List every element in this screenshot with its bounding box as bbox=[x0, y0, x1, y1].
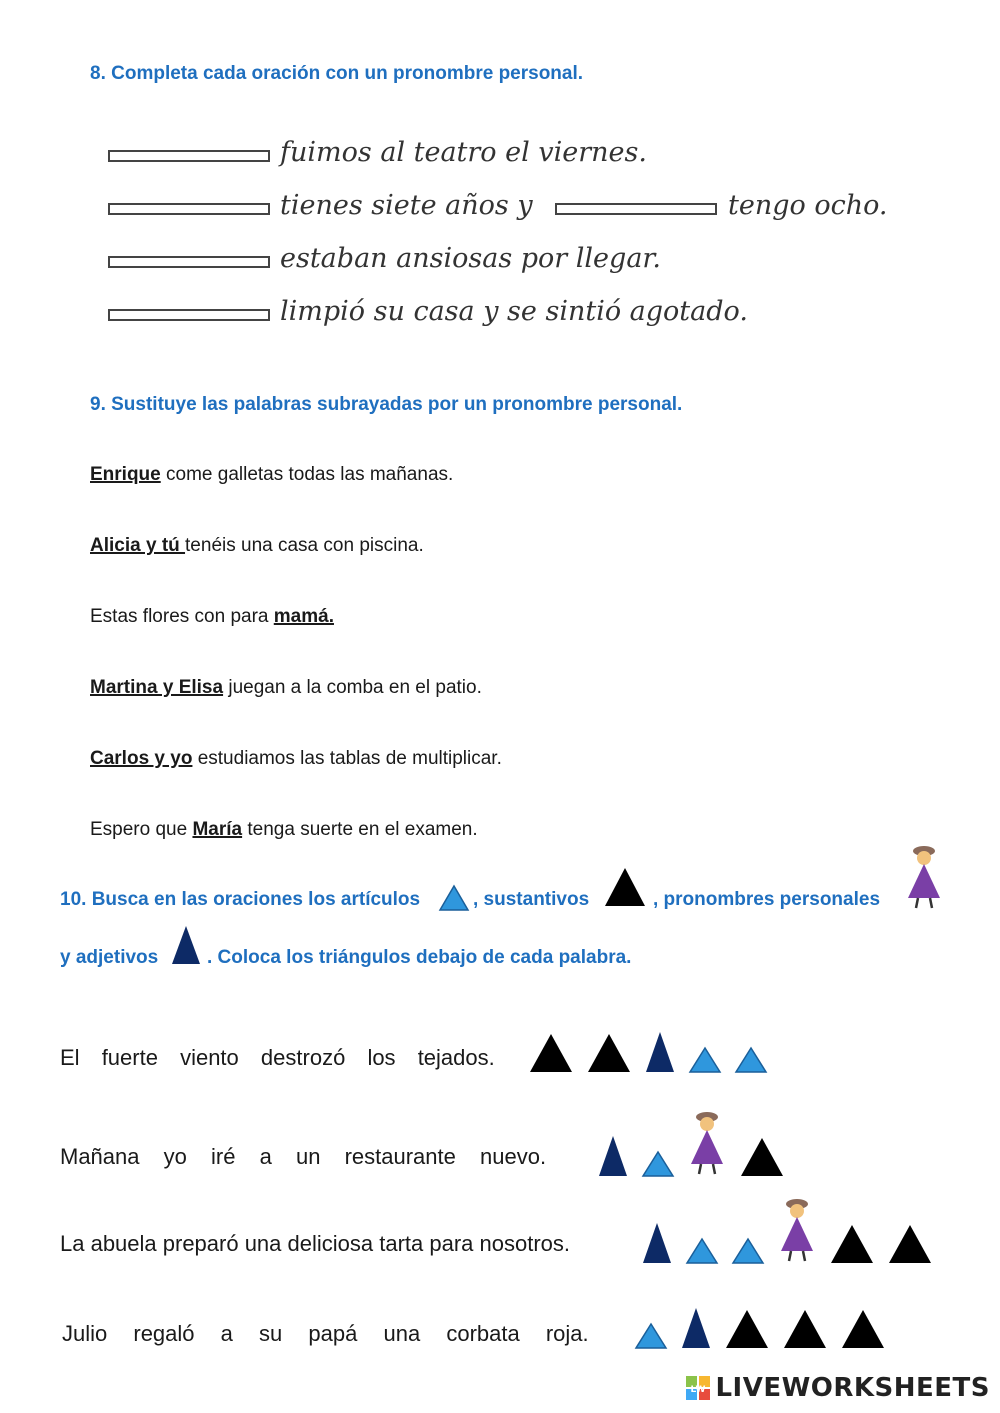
articulo-token-icon[interactable] bbox=[685, 1237, 719, 1265]
token-row-3 bbox=[641, 1195, 945, 1265]
word: destrozó bbox=[260, 1045, 346, 1070]
pronombre-token-icon[interactable] bbox=[687, 1108, 727, 1178]
blank-input-4[interactable] bbox=[108, 256, 270, 268]
exercise8-line-2a: tienes siete años y bbox=[280, 190, 533, 221]
liveworksheets-brand: LIVEWORKSHEETS bbox=[715, 1373, 990, 1403]
word: nuevo. bbox=[480, 1144, 547, 1169]
word: a bbox=[220, 1321, 233, 1346]
sustantivo-token-icon[interactable] bbox=[739, 1136, 785, 1178]
blank-input-1[interactable] bbox=[108, 150, 270, 162]
word: viento bbox=[180, 1045, 239, 1070]
svg-text:LW: LW bbox=[690, 1385, 706, 1395]
word: El bbox=[60, 1045, 80, 1070]
token-row-2 bbox=[597, 1108, 797, 1178]
word: los bbox=[367, 1045, 396, 1070]
word: yo bbox=[163, 1144, 187, 1169]
word: roja. bbox=[545, 1321, 589, 1346]
blank-input-3[interactable] bbox=[555, 203, 717, 215]
word: Mañana bbox=[60, 1144, 140, 1169]
articulo-token-icon[interactable] bbox=[688, 1046, 722, 1074]
word: restaurante bbox=[344, 1144, 456, 1169]
articulo-token-icon[interactable] bbox=[731, 1237, 765, 1265]
sustantivo-token-icon[interactable] bbox=[724, 1308, 770, 1350]
exercise8-line-4: limpió su casa y se sintió agotado. bbox=[280, 296, 748, 327]
token-row-1 bbox=[528, 1024, 780, 1074]
sustantivo-token-icon[interactable] bbox=[782, 1308, 828, 1350]
word: su bbox=[259, 1321, 283, 1346]
word: papá bbox=[308, 1321, 358, 1346]
articulo-legend-icon bbox=[438, 884, 470, 917]
exercise10-sentence-2 bbox=[60, 1144, 546, 1170]
exercise9-sentence: Enrique come galletas todas las mañanas. bbox=[90, 464, 454, 485]
blank-input-2[interactable] bbox=[108, 203, 270, 215]
articulo-token-icon[interactable] bbox=[641, 1150, 675, 1178]
exercise10-title-3: , pronombres personales bbox=[653, 889, 881, 910]
exercise8-title: 8. Completa cada oración con un pronombre personal. bbox=[90, 63, 584, 84]
adjetivo-token-icon[interactable] bbox=[641, 1221, 673, 1265]
sustantivo-token-icon[interactable] bbox=[887, 1223, 933, 1265]
word: un bbox=[295, 1144, 321, 1169]
sustantivo-token-icon[interactable] bbox=[840, 1308, 886, 1350]
exercise9-sentence: Espero que María tenga suerte en el examen. bbox=[90, 819, 478, 840]
articulo-token-icon[interactable] bbox=[634, 1322, 668, 1350]
word: una bbox=[383, 1321, 421, 1346]
exercise10-title-1: 10. Busca en las oraciones los artículos bbox=[60, 889, 421, 910]
exercise10-title-4: y adjetivos bbox=[60, 947, 159, 968]
sustantivo-token-icon[interactable] bbox=[528, 1032, 574, 1074]
word: fuerte bbox=[101, 1045, 158, 1070]
liveworksheets-badge-icon bbox=[685, 1375, 711, 1401]
exercise9-sentence: Martina y Elisa juegan a la comba en el patio. bbox=[90, 677, 482, 698]
exercise10-sentence-4 bbox=[62, 1321, 589, 1347]
exercise9-title: 9. Sustituye las palabras subrayadas por un pronombre personal. bbox=[90, 394, 683, 415]
exercise9-sentence: Alicia y tú tenéis una casa con piscina. bbox=[90, 535, 424, 556]
exercise10-title-5: . Coloca los triángulos debajo de cada palabra. bbox=[207, 947, 632, 968]
sustantivo-token-icon[interactable] bbox=[829, 1223, 875, 1265]
exercise8-line-3: estaban ansiosas por llegar. bbox=[280, 243, 661, 274]
exercise9-sentence: Carlos y yo estudiamos las tablas de multiplicar. bbox=[90, 748, 502, 769]
adjetivo-token-icon[interactable] bbox=[680, 1306, 712, 1350]
word: a bbox=[259, 1144, 272, 1169]
liveworksheets-logo bbox=[685, 1373, 990, 1403]
exercise10-sentence-1 bbox=[60, 1045, 495, 1071]
word: regaló bbox=[133, 1321, 195, 1346]
word: iré bbox=[211, 1144, 236, 1169]
exercise9-sentence: Estas flores con para mamá. bbox=[90, 606, 334, 627]
exercise8-line-1: fuimos al teatro el viernes. bbox=[280, 137, 647, 168]
exercise8-line-2b: tengo ocho. bbox=[728, 190, 888, 221]
word: La abuela preparó una deliciosa tarta para nosotros. bbox=[60, 1231, 571, 1256]
word: corbata bbox=[446, 1321, 520, 1346]
word: Julio bbox=[62, 1321, 108, 1346]
adjetivo-token-icon[interactable] bbox=[597, 1134, 629, 1178]
articulo-token-icon[interactable] bbox=[734, 1046, 768, 1074]
sustantivo-legend-icon bbox=[603, 866, 647, 913]
word: tejados. bbox=[417, 1045, 495, 1070]
sustantivo-token-icon[interactable] bbox=[586, 1032, 632, 1074]
exercise10-sentence-3 bbox=[60, 1231, 570, 1257]
exercise10-title-2: , sustantivos bbox=[473, 889, 590, 910]
pronombre-token-icon[interactable] bbox=[777, 1195, 817, 1265]
token-row-4 bbox=[634, 1300, 898, 1350]
blank-input-5[interactable] bbox=[108, 309, 270, 321]
adjetivo-legend-icon bbox=[170, 924, 202, 971]
adjetivo-token-icon[interactable] bbox=[644, 1030, 676, 1074]
pronombre-legend-icon bbox=[904, 842, 944, 917]
